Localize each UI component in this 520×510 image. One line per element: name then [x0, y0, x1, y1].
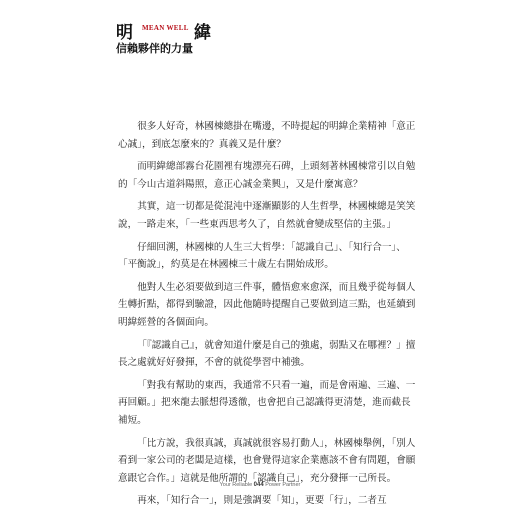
page-number: 044: [253, 482, 264, 488]
header-subtitle: 信賴夥伴的力量: [116, 42, 193, 55]
footer-left-text: Your Reliable: [219, 482, 253, 488]
publication-header: [116, 18, 376, 58]
paragraph: 「比方說，我很真誠，真誠就很容易打動人」，林國棟舉例，「別人看到一家公司的老闆是這樣，也會覺得這家企業應該不會有問題，會願意跟它合作。」這就是他所謂的「認識自己」，充分發揮一己所長。: [118, 437, 416, 484]
footer-right-text: Power Partner: [265, 482, 301, 488]
paragraph: 「『認識自己』，就會知道什麼是自己的強處，弱點又在哪裡？」擅長之處就好好發揮，不會的就從學習中補強。: [118, 339, 416, 369]
article-body: [118, 118, 416, 510]
paragraph: 再來，「知行合一」，則是強調要「知」，更要「行」，二者互: [137, 495, 387, 507]
logo-brand-text: MEAN WELL: [142, 24, 189, 32]
paragraph: 其實，這一切都是從混沌中逐漸顯影的人生哲學，林國棟總是笑笑說，一路走來，「一些東西思考久了，自然就會變成堅信的主張。」: [118, 201, 416, 230]
paragraph: 而明緯總部霧台花園裡有塊漂亮石碑，上頭刻著林國棟常引以自勉的「今山古道斜陽照，意正心誠金業興」，又是什麼寓意？: [118, 161, 416, 190]
logo-char-left: 明: [116, 23, 133, 43]
paragraph: 很多人好奇，林國棟總掛在嘴邊，不時提起的明緯企業精神「意正心誠」，到底怎麼來的？真義又是什麼？: [118, 121, 416, 150]
paragraph: 他對人生必須要做到這三件事，體悟愈來愈深，而且幾乎從每個人生轉折點，都得到驗證，因此他隨時提醒自己要做到這三點，也延續到明緯經營的各個面向。: [118, 281, 416, 328]
paragraph: 「對我有幫助的東西，我通常不只看一遍，而是會兩遍、三遍、一再回顧。」把來龍去脈想得透徹，也會把自己認識得更清楚，進而截長補短。: [118, 379, 416, 426]
paragraph: 仔細回溯，林國棟的人生三大哲學：「認識自己」、「知行合一」、「平衡說」，約莫是在林國棟三十歲左右開始成形。: [118, 241, 406, 271]
page-footer: [0, 482, 520, 488]
logo-char-right: 緯: [194, 23, 211, 43]
